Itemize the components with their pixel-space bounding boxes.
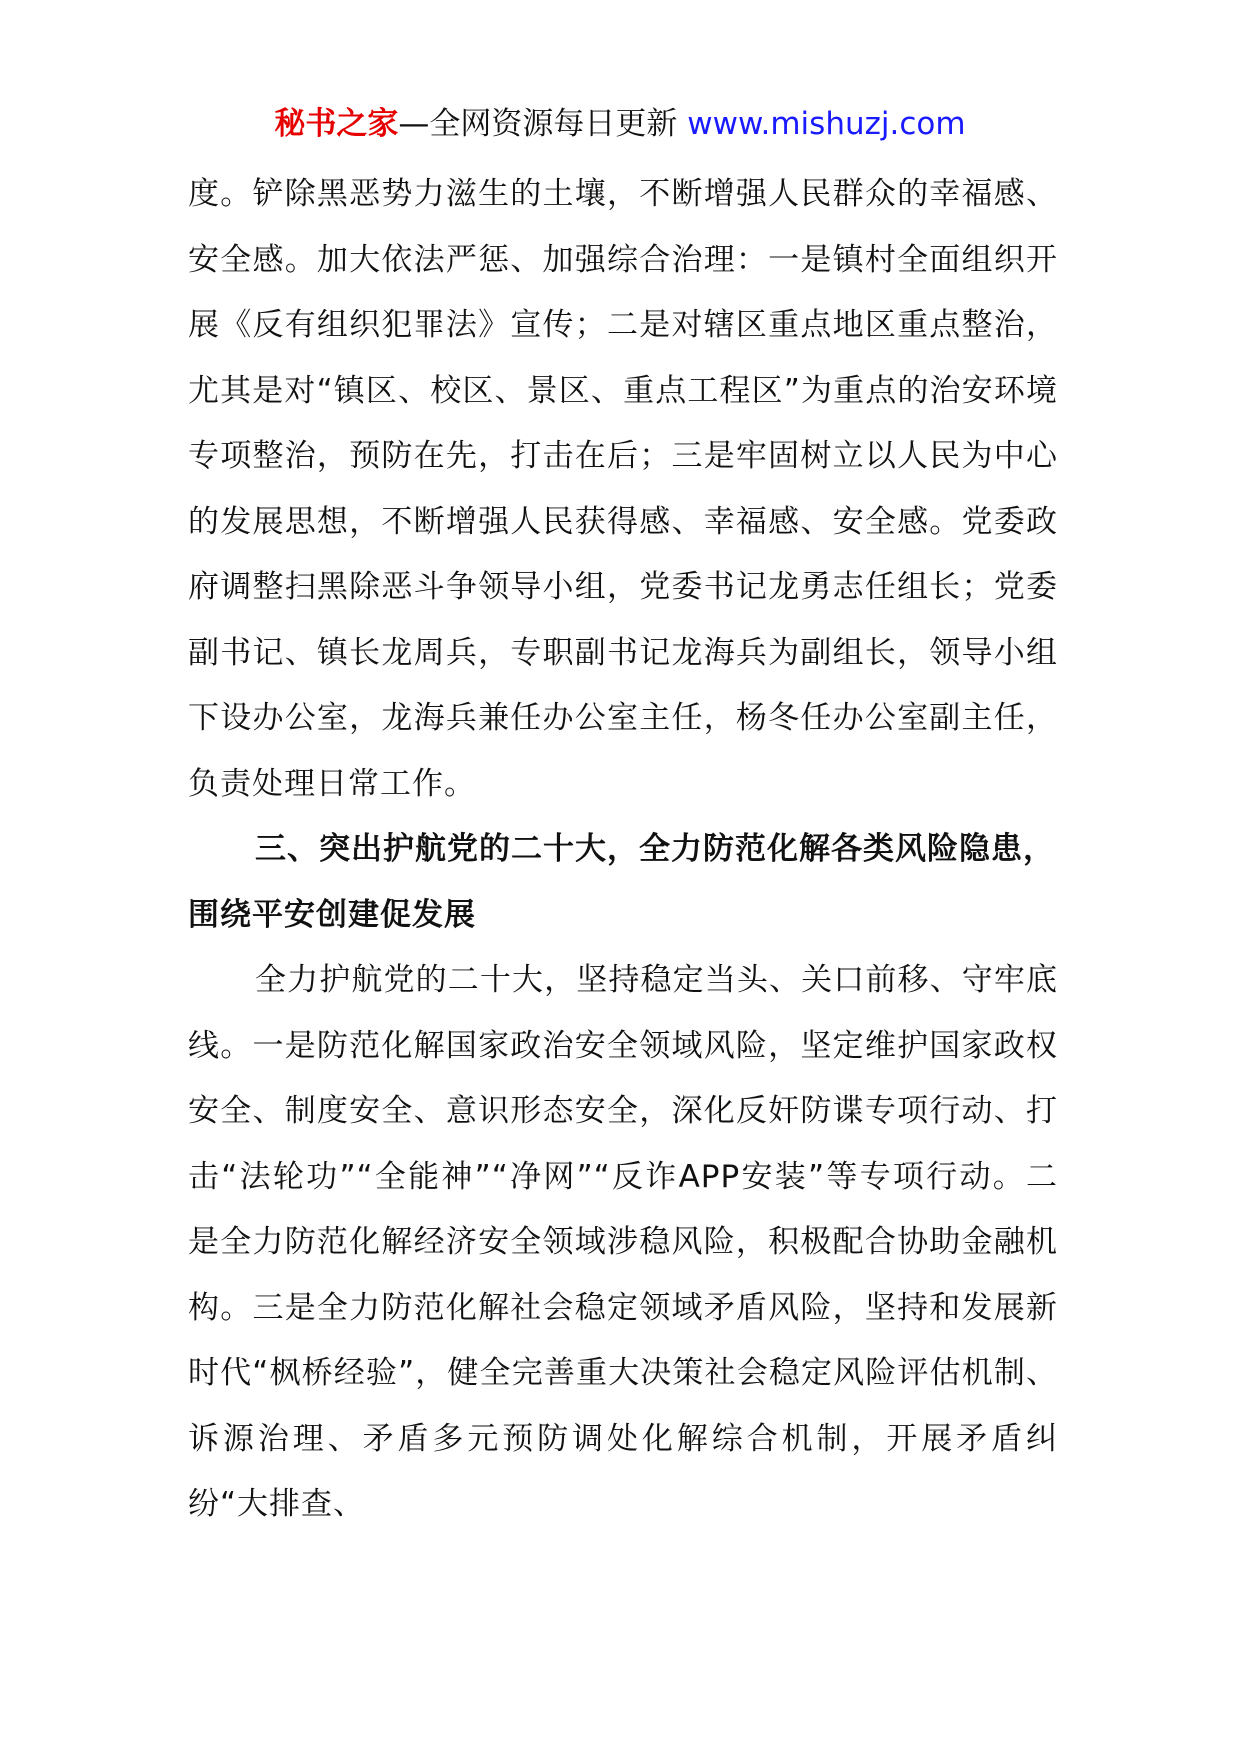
section-heading: 三、突出护航党的二十大，全力防范化解各类风险隐患，围绕平安创建促发展 bbox=[188, 831, 1055, 933]
site-header bbox=[0, 102, 1240, 146]
brand-name: 秘书之家 bbox=[274, 106, 399, 142]
paragraph: 全力护航党的二十大，坚持稳定当头、关口前移、守牢底线。一是防范化解国家政治安全领域风险，坚定维护国家政权安全、制度安全、意识形态安全，深化反奸防谍专项行动、打击“法轮功”“全能神”“净网”“反诈APP安装”等专项行动。二是全力防范化解经济安全领域涉稳风险，积极配合协助金融机构。三是全力防范化解社会稳定领域矛盾风险，坚持和发展新时代“枫桥经验”，健全完善重大决策社会稳定风险评估机制、诉源治理、矛盾多元预防调处化解综合机制，开展矛盾纠纷“大排查、 bbox=[188, 962, 1058, 1522]
site-url-link[interactable]: www.mishuzj.com bbox=[687, 106, 966, 142]
paragraph-continued: 度。铲除黑恶势力滋生的土壤，不断增强人民群众的幸福感、安全感。加大依法严惩、加强综合治理：一是镇村全面组织开展《反有组织犯罪法》宣传；二是对辖区重点地区重点整治，尤其是对“镇区、校区、景区、重点工程区”为重点的治安环境专项整治，预防在先，打击在后；三是牢固树立以人民为中心的发展思想，不断增强人民获得感、幸福感、安全感。党委政府调整扫黑除恶斗争领导小组，党委书记龙勇志任组长；党委副书记、镇长龙周兵，专职副书记龙海兵为副组长，领导小组下设办公室，龙海兵兼任办公室主任，杨冬任办公室副主任，负责处理日常工作。 bbox=[188, 176, 1058, 802]
header-tagline: —全网资源每日更新 bbox=[398, 106, 678, 142]
document-body bbox=[188, 162, 1058, 1538]
